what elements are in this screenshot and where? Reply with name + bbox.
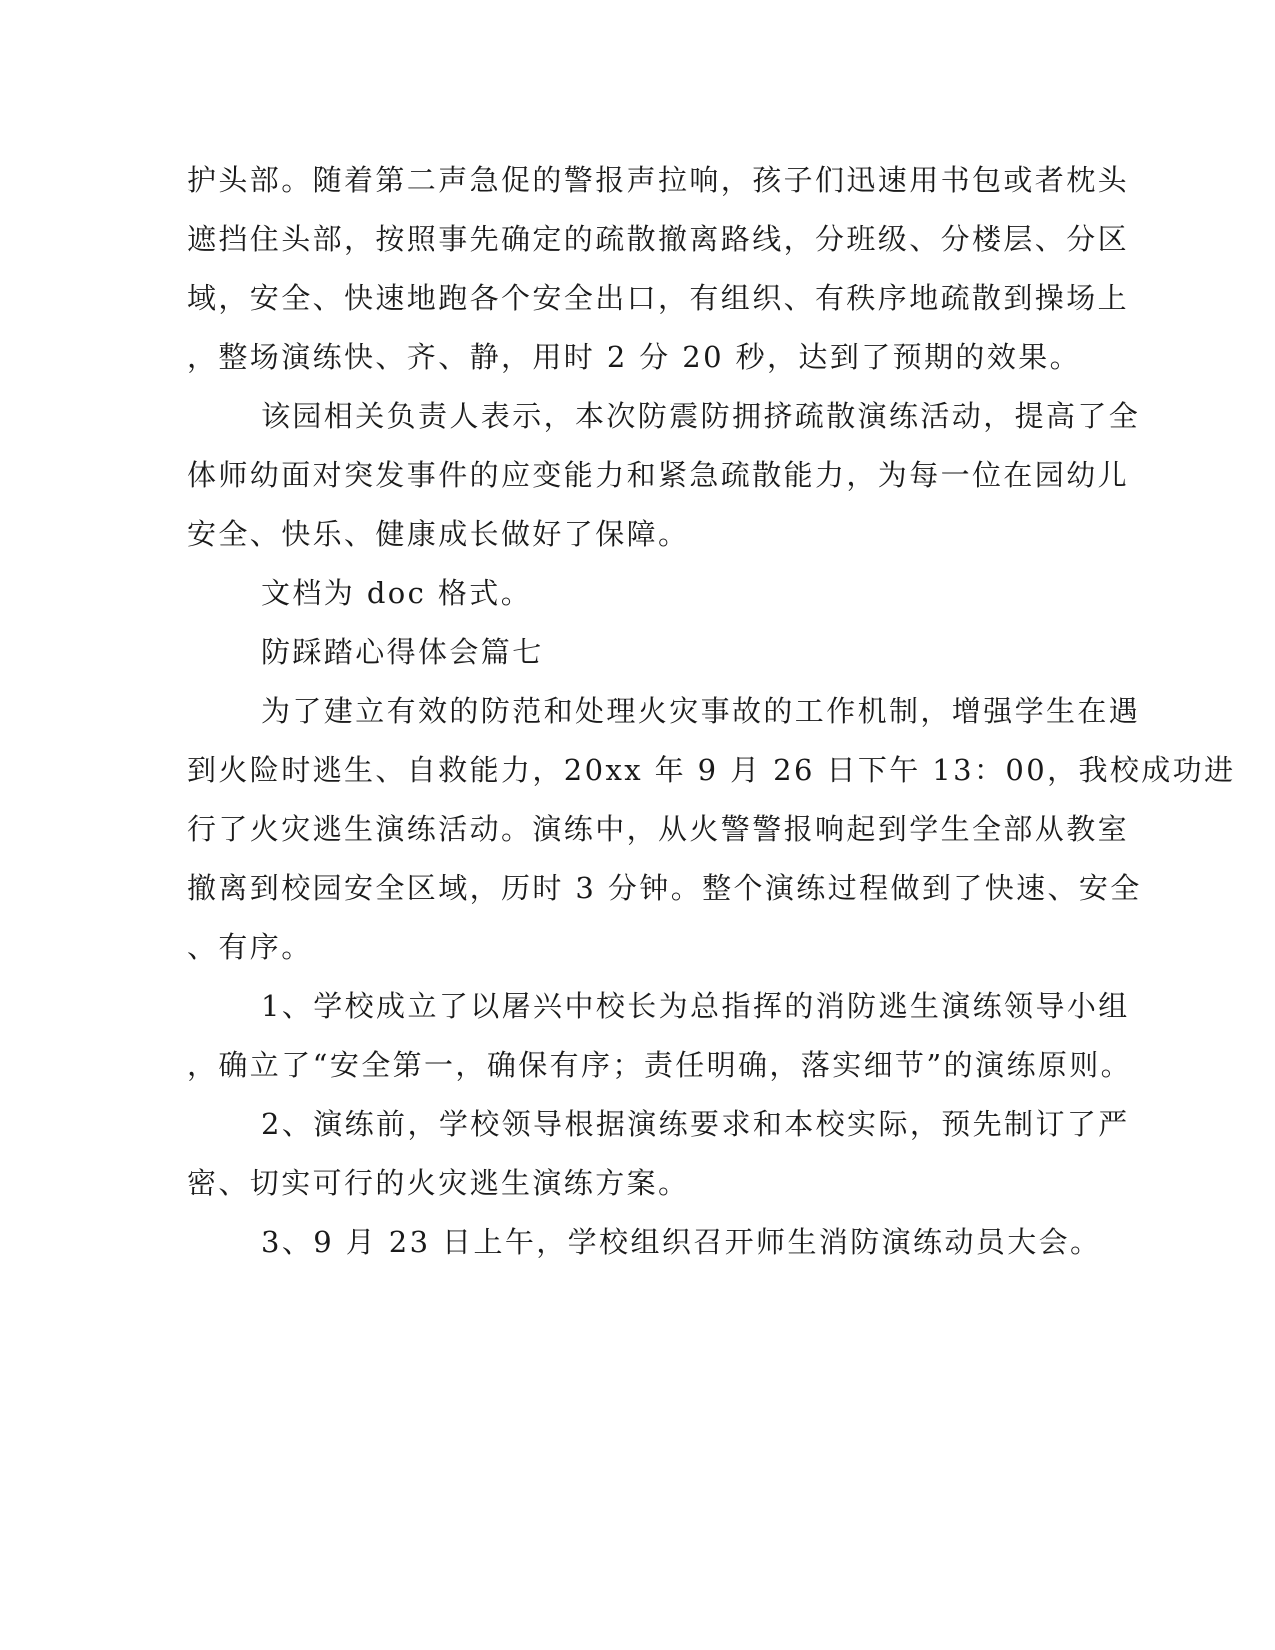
- text-line: 体师幼面对突发事件的应变能力和紧急疏散能力，为每一位在园幼儿: [187, 458, 1130, 492]
- text-line: 到火险时逃生、自救能力，20xx 年 9 月 26 日下午 13：00，我校成功进: [187, 753, 1236, 787]
- text-line: 密、切实可行的火灾逃生演练方案。: [187, 1166, 690, 1200]
- paragraph-first-line: 该园相关负责人表示，本次防震防拥挤疏散演练活动，提高了全: [261, 399, 1141, 433]
- paragraph-first-line: 为了建立有效的防范和处理火灾事故的工作机制，增强学生在遇: [261, 694, 1141, 728]
- format-note: 文档为 doc 格式。: [261, 576, 533, 610]
- text-line: 行了火灾逃生演练活动。演练中，从火警警报响起到学生全部从教室: [187, 812, 1130, 846]
- text-line: 遮挡住头部，按照事先确定的疏散撤离路线，分班级、分楼层、分区: [187, 222, 1130, 256]
- section-heading: 防踩踏心得体会篇七: [261, 635, 544, 669]
- text-line: ，确立了“安全第一，确保有序；责任明确，落实细节”的演练原则。: [187, 1048, 1133, 1082]
- text-line: 、有序。: [187, 930, 313, 964]
- text-line: 撤离到校园安全区域，历时 3 分钟。整个演练过程做到了快速、安全: [187, 871, 1142, 905]
- text-line: 域，安全、快速地跑各个安全出口，有组织、有秩序地疏散到操场上: [187, 281, 1130, 315]
- list-item-1: 1、学校成立了以屠兴中校长为总指挥的消防逃生演练领导小组: [261, 989, 1130, 1023]
- text-line: 安全、快乐、健康成长做好了保障。: [187, 517, 690, 551]
- text-line: ，整场演练快、齐、静，用时 2 分 20 秒，达到了预期的效果。: [187, 340, 1082, 374]
- text-line: 护头部。随着第二声急促的警报声拉响，孩子们迅速用书包或者枕头: [187, 163, 1130, 197]
- list-item-2: 2、演练前，学校领导根据演练要求和本校实际，预先制订了严: [261, 1107, 1130, 1141]
- list-item-3: 3、9 月 23 日上午，学校组织召开师生消防演练动员大会。: [261, 1225, 1102, 1259]
